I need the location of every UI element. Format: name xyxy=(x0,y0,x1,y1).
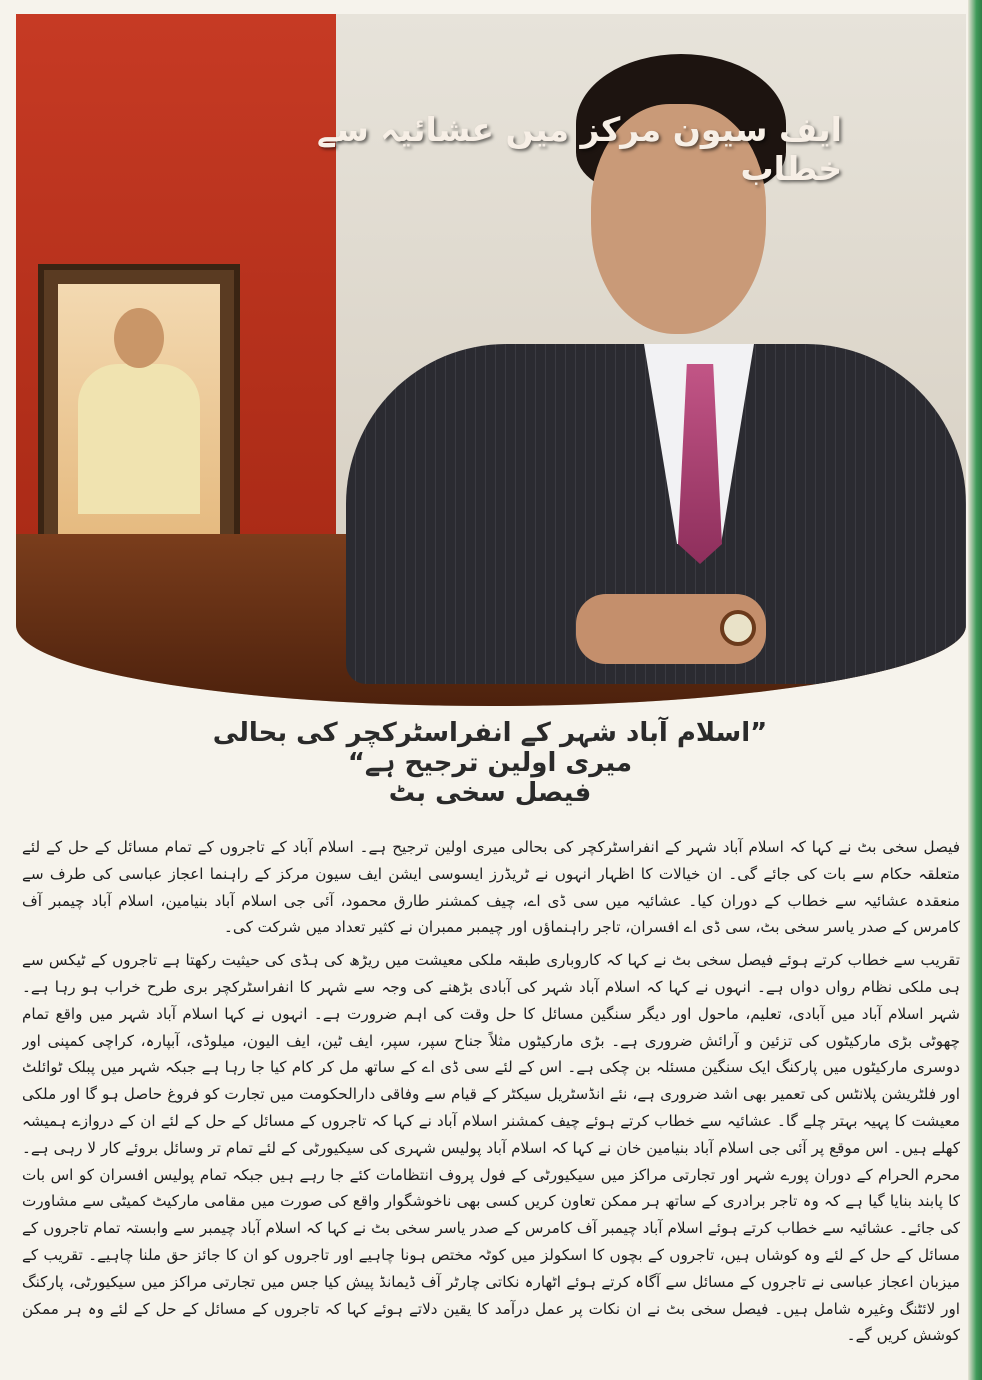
pull-quote: ”اسلام آباد شہر کے انفراسٹرکچر کی بحالی میری اولین ترجیح ہے“ xyxy=(212,718,768,778)
portrait-figure-body xyxy=(78,364,200,514)
headline: ایف سیون مرکز میں عشائیہ سے خطاب xyxy=(316,110,842,188)
article-paragraph: تقریب سے خطاب کرتے ہوئے فیصل سخی بٹ نے کہا کہ کاروباری طبقہ ملکی معیشت میں ریڑھ کی ہڈی کی حیثیت رکھتا ہے تاجروں کے ٹیکس سے ہی ملکی نظام رواں دواں ہے۔ انہوں نے کہا کہ اسلام آباد شہر کی آبادی بڑھنے کی وجہ سے شہر کا انفراسٹرکچر بری طرح خراب ہو رہا ہے۔ شہر اسلام آباد میں آبادی، تعلیم، ماحول اور دیگر سنگین مسائل کا حل وقت کی اہم ضرورت ہے۔ انہوں نے کہا اسلام آباد شہر میں واقع تمام چھوٹی بڑی مارکیٹوں کی تزئین و آرائش ضروری ہے۔ بڑی مارکیٹوں مثلاً جناح سپر، سپر، ایف ٹین، ایف الیون، میلوڈی، آبپارہ، کراچی کمپنی اور دوسری مارکیٹوں میں پارکنگ ایک سنگین مسئلہ بن چکی ہے۔ اس کے لئے سی ڈی اے کے ساتھ مل کر کام کیا جا رہا ہے جبکہ شہر میں پبلک ٹوائلٹ اور فلٹریشن پلانٹس کی تعمیر بھی اشد ضروری ہے، نئے انڈسٹریل سیکٹر کے قیام سے وفاقی دارالحکومت میں تجارت کو فروغ حاصل ہو گا اور ملکی معیشت کا پہیہ بہتر چلے گا۔ عشائیہ سے خطاب کرتے ہوئے چیف کمشنر اسلام آباد نے کہا کہ تاجروں کے مسائل کے حل کے لئے ان کے دروازے ہمیشہ کھلے ہیں۔ اس موقع پر آئی جی اسلام آباد بنیامین خان نے کہا کہ اسلام آباد پولیس شہری کی سیکیورٹی کے لئے تمام تر وسائل بروئے کار لا رہی ہے۔ محرم الحرام کے دوران پورے شہر اور تجارتی مراکز میں سیکیورٹی کے فول پروف انتظامات کئے جا رہے ہیں جبکہ تمام پولیس افسران کو اس بات کا پابند بنایا گیا ہے کہ وہ تاجر برادری کے ساتھ ہر ممکن تعاون کریں کسی بھی ناخوشگوار واقع کی صورت میں مقامی مارکیٹ کمیٹی سے مشاورت کی جائے۔ عشائیہ سے خطاب کرتے ہوئے اسلام آباد چیمبر آف کامرس کے صدر یاسر سخی بٹ نے کہا کہ اسلام آباد چیمبر سے وابستہ تمام تاجروں کے مسائل کے حل کے لئے وہ کوشاں ہیں، تاجروں کے بچوں کا اسکولز میں کوٹہ مختص ہونا چاہیے اور تاجروں کو ان کا جائز حق ملنا چاہیے۔ تقریب کے میزبان اعجاز عباسی نے تاجروں کے مسائل سے آگاہ کرتے ہوئے اٹھارہ نکاتی چارٹر آف ڈیمانڈ پیش کیا جس میں تجارتی مراکز میں سیکیورٹی، پارکنگ اور لائٹنگ وغیرہ شامل ہیں۔ فیصل سخی بٹ نے ان نکات پر عمل درآمد کا یقین دلاتے ہوئے کہا کہ تاجروں کے مسائل کے حل کے لئے وہ ہر ممکن کوشش کریں گے۔ xyxy=(22,951,960,1345)
page-edge xyxy=(968,0,982,1380)
wristwatch-icon xyxy=(720,610,756,646)
byline: فیصل سخی بٹ xyxy=(388,778,592,808)
portrait-frame xyxy=(38,264,240,566)
portrait-image xyxy=(58,284,220,546)
portrait-figure-head xyxy=(114,308,164,368)
article-body xyxy=(22,834,960,1364)
article-paragraph: فیصل سخی بٹ نے کہا کہ اسلام آباد شہر کے انفراسٹرکچر کی بحالی میری اولین ترجیح ہے۔ اسلام آباد کے تاجروں کے تمام مسائل کے حل کے لئے متعلقہ حکام سے بات کی جائے گی۔ ان خیالات کا اظہار انہوں نے ٹریڈرز ایسوسی ایشن ایف سیون مرکز کے راہنما اعجاز عباسی کی طرف سے منعقدہ عشائیہ سے خطاب کے دوران کیا۔ عشائیہ میں سی ڈی اے، چیف کمشنر طارق محمود، آئی جی اسلام آباد بنیامین، اسلام آباد چیمبر آف کامرس کے صدر یاسر سخی بٹ، سی ڈی اے افسران، تاجر راہنماؤں اور چیمبر ممبران نے کثیر تعداد میں شرکت کی۔ xyxy=(22,838,960,937)
